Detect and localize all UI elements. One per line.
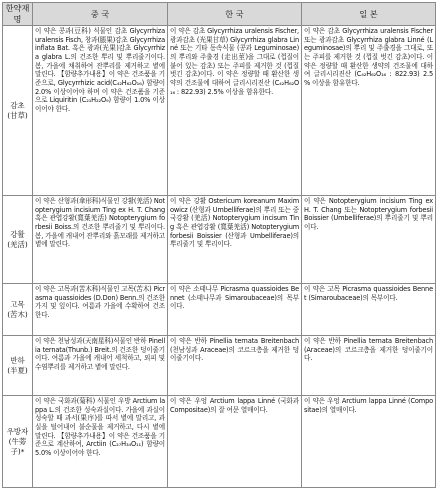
japan-description: 이 약은 우엉 Arctium lappa Linné (Compositae)의 열매이다.	[302, 396, 436, 488]
herb-hanja: (牛蒡子)*	[8, 436, 27, 456]
herb-name: 반하	[10, 355, 25, 365]
header-row	[3, 3, 436, 26]
table-row	[3, 336, 436, 396]
korea-description: 이 약은 소태나무 Picrasma quassioides Bennet (소태나무과 Simaroubaceae)의 목부이다.	[168, 284, 302, 336]
japan-description: 이 약은 고목 Picrasma quassioides Bennet (Simaroubaceae)의 목부이다.	[302, 284, 436, 336]
herb-hanja: (羌活)	[7, 239, 28, 249]
header-korea: 한 국	[168, 3, 302, 26]
china-description: 이 약은 국화과(菊科) 식물인 우방 Arctium lappa L.의 건조한 성숙과실이다. 가을에 과실이 성숙할 때 과서(果序)를 따서 볕에 말리고, 과실을 털어내어 불순물을 제거하고, 다시 볕에 말린다. 【함량추가내용】이 약은 건조품을 기준으로 계산하여, Arctiin (C₂₇H₃₄O₁₁) 함량이 5.0% 이상이어야 한다.	[33, 396, 168, 488]
header-herb-name: 한약재명	[3, 3, 33, 26]
herb-name-cell	[3, 26, 33, 196]
herb-name: 강활	[10, 229, 25, 239]
herb-name: 고목	[10, 299, 25, 309]
japan-description: 이 약은 Notopterygium incisium Ting ex H. T. Chang 또는 Notopterygium forbesii Boissier (Umbelliferae)의 뿌리줄기 및 뿌리이다.	[302, 196, 436, 284]
herb-hanja: (半夏)	[7, 365, 28, 375]
herb-hanja: (苦木)	[7, 309, 28, 319]
korea-description: 이 약은 반하 Pinellia ternata Breitenbach (천남성과 Araceae)의 코르크층을 제거한 덩이줄기이다.	[168, 336, 302, 396]
china-description: 이 약은 천남성과(天南星科)식물인 반하 Pinellia ternata(Thunb.) Breit.의 건조한 덩이줄기이다. 여름과 가을에 캐내어 세척하고, 외피 및 수염뿌리를 제거하고 볕에 말린다.	[33, 336, 168, 396]
china-description: 이 약은 콩과(豆科) 식물인 감초 Glycyrrhiza uralensis Fisch, 창과(脹果)감초 Glycyrrhiza inflata Bat. 혹은 광과(光果)감초 Glycyrrhiza glabra L.의 건조한 뿌리 및 뿌리줄기이다. 봄, 가을에 채취하여 잔뿌리를 제거하고 볕에 말린다. 【함량추가내용】이 약은 건조품을 기준으로, Glycyrrhizic acid(C₄₂H₆₂O₁₆) 함량이 2.0% 이상이어야 하며 이 약은 건조품을 기준으로 Liquiritin (C₂₁H₂₂O₉) 함량이 1.0% 이상이어야 한다.	[33, 26, 168, 196]
herb-name-cell	[3, 336, 33, 396]
herb-name-cell	[3, 396, 33, 488]
japan-description: 이 약은 반하 Pinellia ternata Breitenbach (Araceae)의 코르크층을 제거한 덩이줄기이다.	[302, 336, 436, 396]
korea-description: 이 약은 우엉 Arctium lappa Linné (국화과 Compositae)의 잘 여문 열매이다.	[168, 396, 302, 488]
herb-comparison-table	[2, 2, 436, 488]
herb-name: 감초	[10, 100, 25, 110]
table-row	[3, 284, 436, 336]
herb-name-cell	[3, 284, 33, 336]
korea-description: 이 약은 감초 Glycyrrhiza uralensis Fischer, 광과감초 (光果甘草) Glycyrrhiza glabra Linné 또는 기타 동속식물 (콩과 Leguminosae)의 뿌리와 주출경 (走出莖)을 그대로 (껍질이 붙어 있는 감초) 또는 주피를 제거한 것 (껍질 벗긴 감초)이다. 이 약은 정량할 때 환산한 생약의 건조물에 대하여 글리시리진산 (C₄₂H₆₂O₁₆ : 822.93) 2.5% 이상을 함유한다.	[168, 26, 302, 196]
herb-name: 우방자	[6, 426, 29, 436]
header-china: 중 국	[33, 3, 168, 26]
herb-hanja: (甘草)	[7, 110, 28, 120]
japan-description: 이 약은 감초 Glycyrrhiza uralensis Fischer 또는 광과감초 Glycyrrhiza glabra Linné (Leguminosae)의 뿌리 및 주출경을 그대로, 또는 주피를 제거한 것 (껍질 벗긴 감초)이다. 이 약은 정량할 때 환산한 생약의 건조물에 대하여 글리시리진산 (C₄₂H₆₂O₁₆ : 822.93) 2.5 % 이상을 함유한다.	[302, 26, 436, 196]
table-row	[3, 196, 436, 284]
table-row	[3, 26, 436, 196]
china-description: 이 약은 고목과(苦木科)식물인 고목(苦木) Picrasma quassioides (D.Don) Benn.의 건조한 가지 및 잎이다. 여름과 가을에 수확하여 건조한다.	[33, 284, 168, 336]
china-description: 이 약은 산형과(傘形科)식물인 강활(羌活) Notopterygium incisium Ting ex H. T. Chang 혹은 관엽강활(寬葉羌活) Notopterygium forbesii Boiss.의 건조한 뿌리줄기 및 뿌리이다. 봄, 가을에 캐내어 잔뿌리와 흙모래를 제거하고 볕에 말린다.	[33, 196, 168, 284]
korea-description: 이 약은 강활 Ostericum koreanum Maximowicz (산형과 Umbelliferae)의 뿌리 또는 중국강활 (羌活) Notopterygium incisum Ting 혹은 관엽강활 (寬葉羌活) Notopterygium forbesii Boissier (산형과 Umbelliferae)의 뿌리줄기 및 뿌리이다.	[168, 196, 302, 284]
header-japan: 일 본	[302, 3, 436, 26]
table-row	[3, 396, 436, 488]
herb-name-cell	[3, 196, 33, 284]
